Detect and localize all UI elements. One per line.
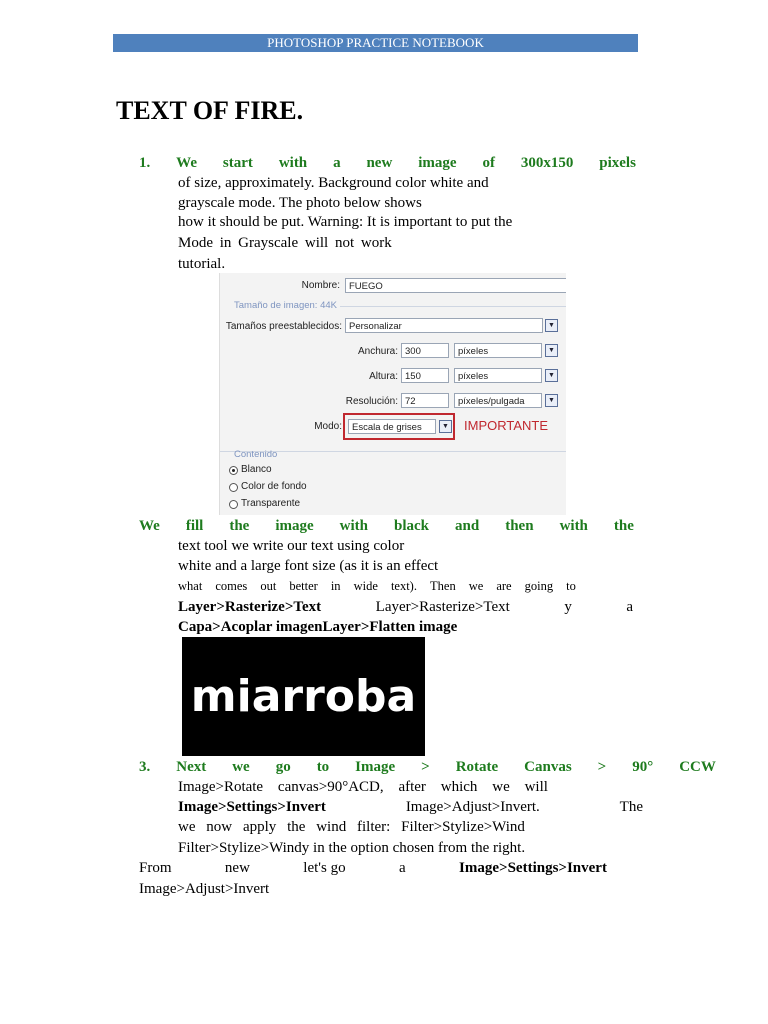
word: with xyxy=(339,518,369,534)
mode-highlight xyxy=(343,413,455,440)
divider xyxy=(340,306,566,307)
word: Rotate xyxy=(455,759,499,775)
menu-path: Layer>Rasterize>Text xyxy=(178,599,322,615)
word: new xyxy=(224,860,250,876)
word: now xyxy=(206,819,233,835)
width-unit-field: píxeles xyxy=(454,343,542,358)
paragraph-line: tutorial. xyxy=(178,256,226,272)
height-field: 150 xyxy=(401,368,449,383)
word: we xyxy=(232,759,250,775)
word: are xyxy=(496,579,512,593)
word: wind xyxy=(316,819,347,835)
word: will xyxy=(524,779,548,795)
word: The xyxy=(619,799,643,815)
name-label: Nombre: xyxy=(301,280,340,291)
preset-field: Personalizar xyxy=(345,318,543,333)
word: > xyxy=(421,759,430,775)
word: Then xyxy=(430,579,456,593)
paragraph-line xyxy=(178,576,576,596)
menu-path: Image>Adjust>Invert. xyxy=(405,799,540,815)
word: text). xyxy=(390,579,417,593)
paragraph-line: Filter>Stylize>Windy in the option chosen from the right. xyxy=(178,840,526,856)
word: CCW xyxy=(679,759,716,775)
layer-menu-line xyxy=(178,597,633,617)
word: a xyxy=(333,155,341,171)
word: Image>Rotate xyxy=(178,779,264,795)
word: We xyxy=(139,518,160,534)
radio-transparent xyxy=(229,500,238,509)
new-image-dialog-screenshot xyxy=(219,273,566,515)
radio-label: Transparente xyxy=(241,498,301,509)
height-unit-field: píxeles xyxy=(454,368,542,383)
document-title: TEXT OF FIRE. xyxy=(116,96,304,125)
word: 90° xyxy=(632,759,654,775)
word: to xyxy=(316,759,330,775)
word: black xyxy=(394,518,430,534)
width-field: 300 xyxy=(401,343,449,358)
word: filter: xyxy=(356,819,391,835)
word: we xyxy=(178,819,196,835)
word: > xyxy=(597,759,607,775)
paragraph-line xyxy=(178,777,548,797)
chevron-down-icon: ▼ xyxy=(545,344,558,357)
chevron-down-icon: ▼ xyxy=(545,394,558,407)
word: we xyxy=(468,579,484,593)
word: of xyxy=(482,155,495,171)
word: a xyxy=(626,599,633,615)
header-bar: PHOTOSHOP PRACTICE NOTEBOOK xyxy=(113,34,638,52)
paragraph-line xyxy=(139,858,607,878)
word: out xyxy=(260,579,277,593)
word: fill xyxy=(185,518,204,534)
word: better xyxy=(289,579,318,593)
word: From xyxy=(139,860,172,876)
word: We xyxy=(176,155,197,171)
word: Canvas xyxy=(524,759,572,775)
word: let's go xyxy=(303,860,346,876)
menu-path: Image>Settings>Invert xyxy=(178,799,326,815)
name-field: FUEGO xyxy=(345,278,566,293)
radio-label: Blanco xyxy=(241,464,272,475)
word: going xyxy=(524,579,554,593)
menu-path: Layer>Rasterize>Text xyxy=(375,599,510,615)
resolution-unit-field: píxeles/pulgada xyxy=(454,393,542,408)
width-label: Anchura: xyxy=(357,346,398,357)
word: which xyxy=(440,779,478,795)
word: Image xyxy=(355,759,396,775)
radio-label: Color de fondo xyxy=(241,481,307,492)
word: with xyxy=(559,518,588,534)
word: y xyxy=(564,599,572,615)
word: wide xyxy=(353,579,378,593)
word: 300x150 xyxy=(520,155,574,171)
paragraph-line xyxy=(178,817,525,837)
step2-first-line xyxy=(139,516,634,536)
content-group-label: Contenido xyxy=(234,449,278,460)
word: go xyxy=(275,759,291,775)
word: what xyxy=(178,579,203,593)
word: after xyxy=(398,779,426,795)
paragraph-line: grayscale mode. The photo below shows xyxy=(178,195,422,211)
word: canvas>90°ACD, xyxy=(277,779,384,795)
mode-field: Escala de grises xyxy=(348,419,436,434)
step1-first-line xyxy=(139,153,636,173)
flatten-menu-line: Capa>Acoplar imagenLayer>Flatten image xyxy=(178,619,458,635)
word: comes xyxy=(215,579,248,593)
word: the xyxy=(613,518,634,534)
word: with xyxy=(278,155,308,171)
chevron-down-icon: ▼ xyxy=(439,420,452,433)
mode-label: Modo: xyxy=(314,421,342,432)
step-number: 3. xyxy=(139,759,151,775)
height-label: Altura: xyxy=(369,371,398,382)
step3-first-line xyxy=(139,757,716,777)
word: apply xyxy=(242,819,277,835)
word: Next xyxy=(176,759,207,775)
important-note: IMPORTANTE xyxy=(464,418,549,433)
word: pixels xyxy=(599,155,636,171)
chevron-down-icon: ▼ xyxy=(545,319,558,332)
chevron-down-icon: ▼ xyxy=(545,369,558,382)
preset-label: Tamaños preestablecidos: xyxy=(225,321,342,332)
word: new xyxy=(366,155,393,171)
word: and xyxy=(455,518,480,534)
paragraph-line: how it should be put. Warning: It is important to put the xyxy=(178,214,513,230)
step-number: 1. xyxy=(139,155,151,171)
paragraph-line: Image>Adjust>Invert xyxy=(139,881,270,897)
word: then xyxy=(505,518,534,534)
paragraph-line xyxy=(178,797,643,817)
word: image xyxy=(418,155,457,171)
radio-background-color xyxy=(229,483,238,492)
word: start xyxy=(222,155,253,171)
word: we xyxy=(492,779,510,795)
radio-white xyxy=(229,466,238,475)
paragraph-line: of size, approximately. Background color white and xyxy=(178,175,489,191)
paragraph-line: Mode in Grayscale will not work xyxy=(178,235,392,251)
resolution-field: 72 xyxy=(401,393,449,408)
paragraph-line: white and a large font size (as it is an effect xyxy=(178,558,439,574)
size-group-label: Tamaño de imagen: 44K xyxy=(234,300,337,311)
resolution-label: Resolución: xyxy=(345,396,398,407)
paragraph-line: text tool we write our text using color xyxy=(178,538,405,554)
word: in xyxy=(330,579,341,593)
word: the xyxy=(229,518,250,534)
word: a xyxy=(398,860,406,876)
menu-path: Image>Settings>Invert xyxy=(459,860,607,876)
word: the xyxy=(287,819,306,835)
miarroba-text-image: miarroba xyxy=(182,637,425,756)
word: image xyxy=(275,518,314,534)
word: Filter>Stylize>Wind xyxy=(401,819,525,835)
word: to xyxy=(566,579,576,593)
